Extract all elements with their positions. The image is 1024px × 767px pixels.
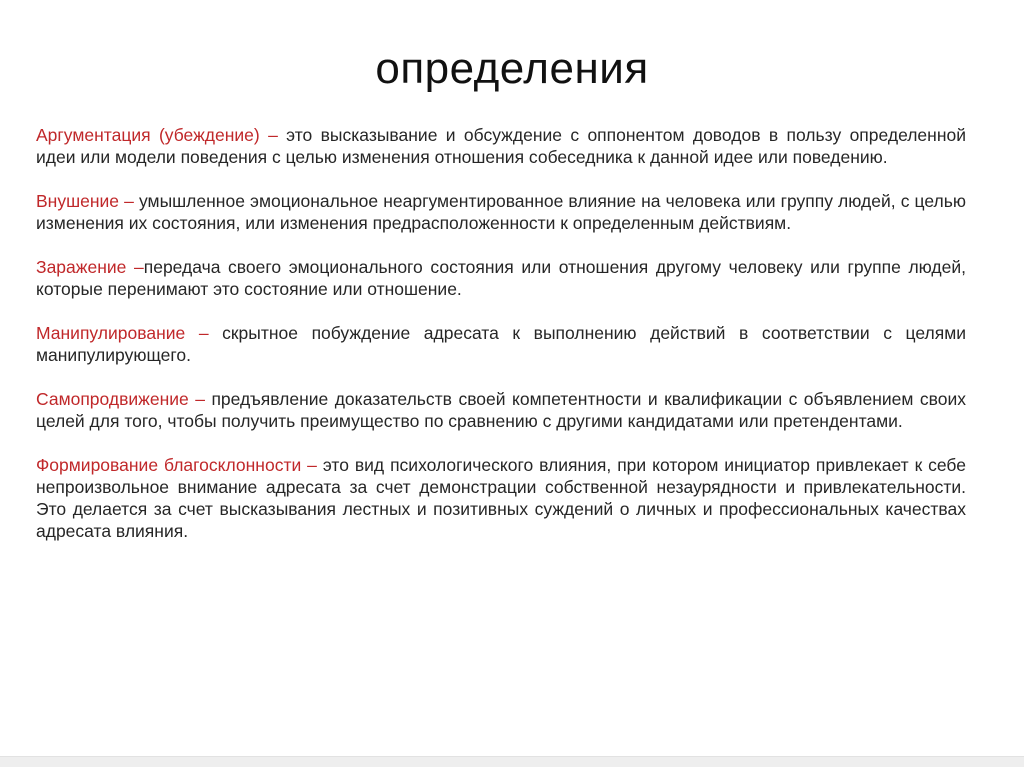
definition-text: предъявление доказательств своей компетентности и квалификации с объявлением своих целей для того, чтобы получить преимущество по сравнению с другими кандидатами или претендентами. — [36, 389, 966, 431]
definition-term: Заражение – — [36, 257, 144, 277]
definition-term: Внушение – — [36, 191, 134, 211]
definitions-list — [36, 124, 966, 564]
slide-bottom-bar — [0, 756, 1024, 767]
definition-suggestion — [36, 190, 966, 234]
definition-term: Манипулирование – — [36, 323, 209, 343]
definition-contagion — [36, 256, 966, 300]
definition-self-promotion — [36, 388, 966, 432]
definition-text: это высказывание и обсуждение с оппонентом доводов в пользу определенной идеи или модели поведения с целью изменения отношения собеседника к данной идее или поведению. — [36, 125, 966, 167]
definition-manipulation — [36, 322, 966, 366]
definition-text: передача своего эмоционального состояния или отношения другому человеку или группе людей, которые перенимают это состояние или отношение. — [36, 257, 966, 299]
definition-text: скрытное побуждение адресата к выполнению действий в соответствии с целями манипулирующего. — [36, 323, 966, 365]
definition-term: Самопродвижение – — [36, 389, 205, 409]
definition-text: умышленное эмоциональное неаргументированное влияние на человека или группу людей, с целью изменения их состояния, или изменения предрасположенности к определенным действиям. — [36, 191, 966, 233]
definition-term: Формирование благосклонности – — [36, 455, 317, 475]
definition-argumentation — [36, 124, 966, 168]
definition-text: это вид психологического влияния, при котором инициатор привлекает к себе непроизвольное внимание адресата за счет демонстрации собственной незаурядности и привлекательности. Это делается за счет высказывания лестных и позитивных суждений о личных и профессиональных качествах адресата влияния. — [36, 455, 966, 541]
slide-title: определения — [375, 44, 649, 93]
definition-ingratiation — [36, 454, 966, 542]
definition-term: Аргументация (убеждение) – — [36, 125, 278, 145]
